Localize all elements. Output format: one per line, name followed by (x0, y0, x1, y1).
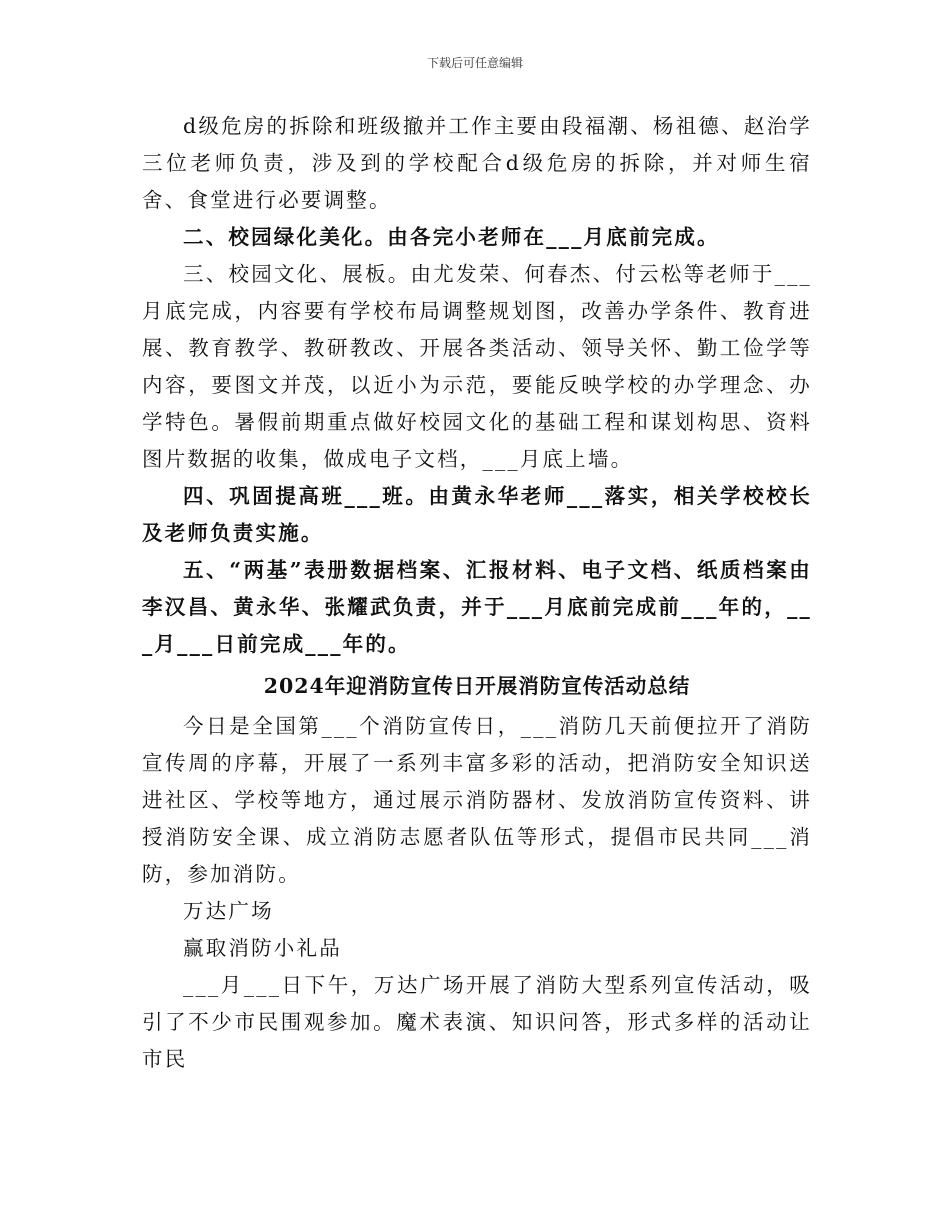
page-header: 下载后可任意编辑 (426, 56, 523, 70)
paragraph-campus-greening: 二、校园绿化美化。由各完小老师在___月底前完成。 (183, 225, 720, 249)
paragraph-wanda-plaza: 万达广场 (183, 899, 274, 923)
paragraph-fire-day-intro: 今日是全国第___个消防宣传日，___消防几天前便拉开了消防宣传周的序幕，开展了一系列丰富多彩的活动，把消防安全知识送进社区、学校等地方，通过展示消防器材、发放消防宣传资料、讲授消防安全课、成立消防志愿者队伍等形式，提倡市民共同___消防，参加消防。 (142, 714, 812, 886)
paragraph-consolidation-class: 四、巩固提高班___班。由黄永华老师___落实，相关学校校长及老师负责实施。 (142, 484, 812, 545)
section-title: 2024年迎消防宣传日开展消防宣传活动总结 (263, 674, 691, 698)
paragraph-wanda-activity: ___月___日下午，万达广场开展了消防大型系列宣传活动，吸引了不少市民围观参加。魔术表演、知识问答，形式多样的活动让市民 (142, 973, 812, 1071)
paragraph-win-gifts: 赢取消防小礼品 (183, 936, 342, 960)
document-body (142, 108, 812, 1078)
paragraph-campus-culture: 三、校园文化、展板。由尤发荣、何春杰、付云松等老师于___月底完成，内容要有学校布局调整规划图，改善办学条件、教育进展、教育教学、教研教改、开展各类活动、领导关怀、勤工俭学等内容，要图文并茂，以近小为示范，要能反映学校的办学理念、办学特色。暑假前期重点做好校园文化的基础工程和谋划构思、资料图片数据的收集，做成电子文档，___月底上墙。 (142, 262, 812, 471)
paragraph-two-basics-archives: 五、“两基”表册数据档案、汇报材料、电子文档、纸质档案由李汉昌、黄永华、张耀武负责，并于___月底前完成前___年的，___月___日前完成___年的。 (142, 558, 812, 656)
paragraph-d-level-housing: d级危房的拆除和班级撤并工作主要由段福潮、杨祖德、赵治学三位老师负责，涉及到的学校配合d级危房的拆除，并对师生宿舍、食堂进行必要调整。 (142, 114, 812, 212)
